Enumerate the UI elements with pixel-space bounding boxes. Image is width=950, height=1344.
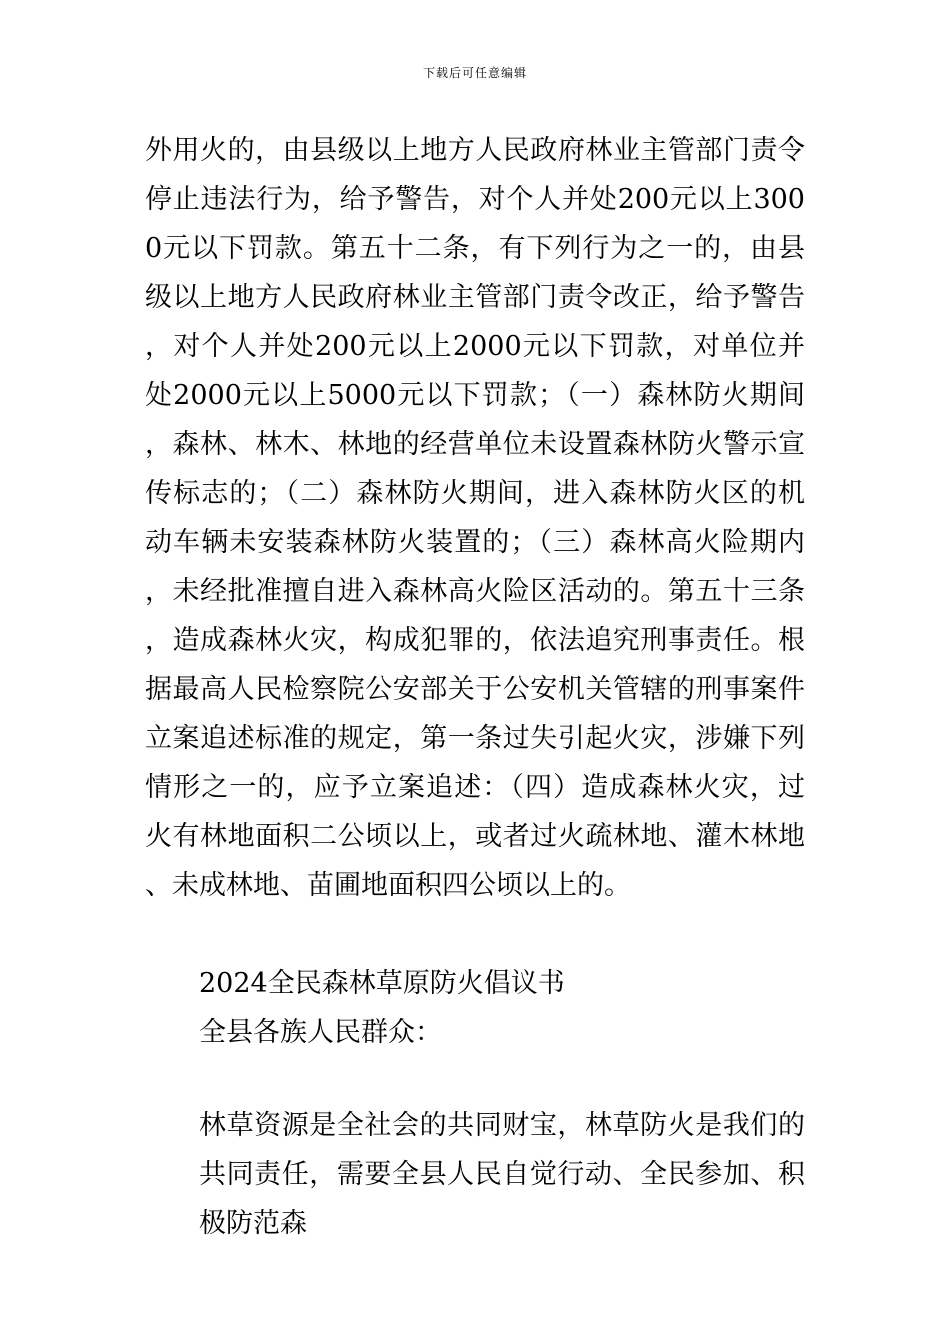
- document-title: 2024全民森林草原防火倡议书: [199, 968, 565, 999]
- body-paragraph-regulations: 外用火的，由县级以上地方人民政府林业主管部门责令停止违法行为，给予警告，对个人并处200元以上3000元以下罚款。第五十二条，有下列行为之一的，由县级以上地方人民政府林业主管部门责令改正，给予警告，对个人并处200元以上2000元以下罚款，对单位并处2000元以上5000元以下罚款；（一）森林防火期间，森林、林木、林地的经营单位未设置森林防火警示宣传标志的；（二）森林防火期间，进入森林防火区的机动车辆未安装森林防火装置的；（三）森林高火险期内，未经批准擅自进入森林高火险区活动的。第五十三条，造成森林火灾，构成犯罪的，依法追究刑事责任。根据最高人民检察院公安部关于公安机关管辖的刑事案件立案追述标准的规定，第一条过失引起火灾，涉嫌下列情形之一的，应予立案追述：（四）造成森林火灾，过火有林地面积二公顷以上，或者过火疏林地、灌木林地、未成林地、苗圃地面积四公顷以上的。: [145, 135, 805, 901]
- section-spacer: [145, 1057, 805, 1101]
- salutation-line: 全县各族人民群众：: [199, 1017, 442, 1048]
- document-body: [145, 126, 805, 1248]
- section-spacer: [145, 910, 805, 959]
- body-paragraph-proposal: 林草资源是全社会的共同财宝，林草防火是我们的共同责任，需要全县人民自觉行动、全民参加、积极防范森: [199, 1110, 805, 1239]
- page-header-note: 下载后可任意编辑: [422, 66, 527, 80]
